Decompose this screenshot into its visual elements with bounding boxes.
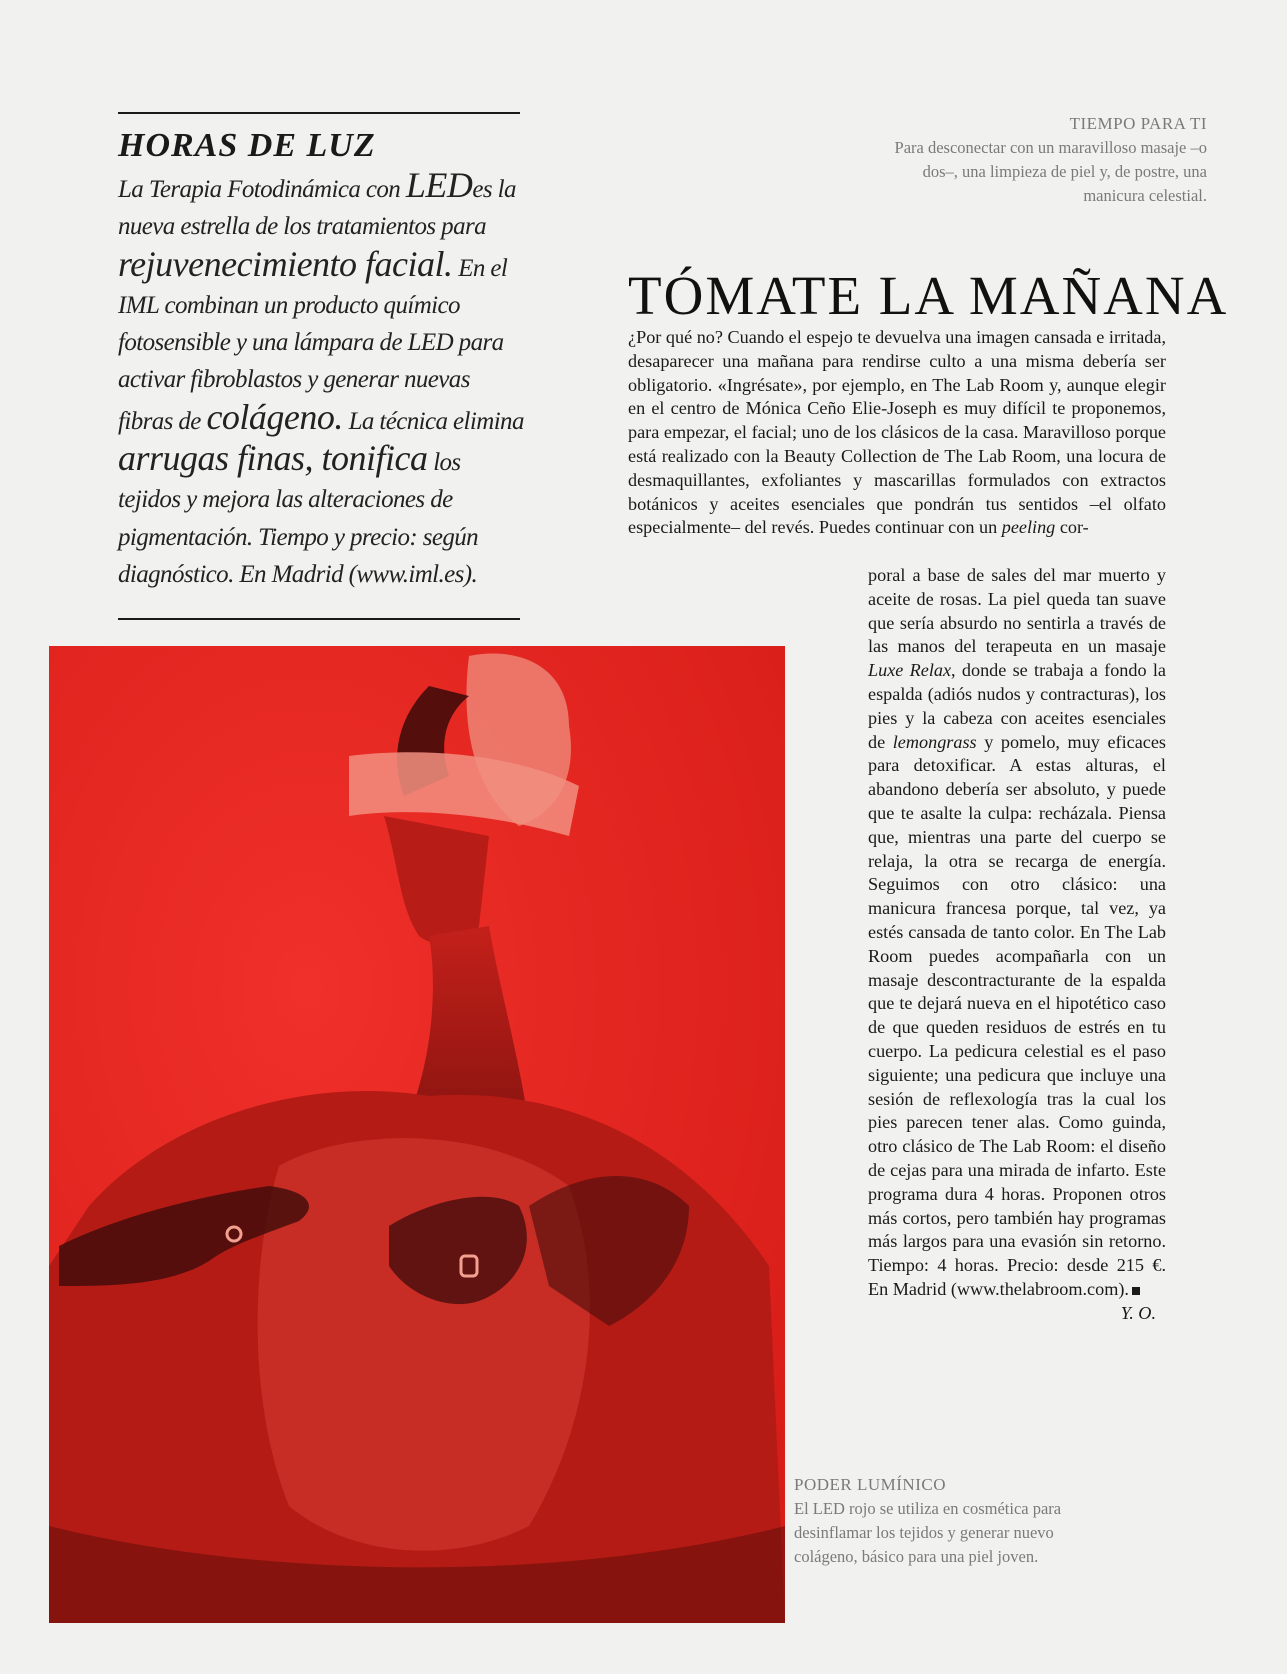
caption-poder-luminico <box>794 1473 1114 1569</box>
sidebar-horas-de-luz <box>118 125 528 593</box>
caption-bottom-heading: PODER LUMÍNICO <box>794 1475 946 1494</box>
caption-top-heading: TIEMPO PARA TI <box>1069 114 1207 133</box>
sidebar-top-rule <box>118 112 520 114</box>
article-headline: TÓMATE LA MAÑANA <box>628 265 1229 326</box>
sidebar-body <box>118 167 528 593</box>
caption-top-text: Para desconectar con un maravilloso masaje –o dos–, una limpieza de piel y, de postre, una manicura celestial. <box>894 138 1207 205</box>
article-body-a: ¿Por qué no? Cuando el espejo te devuelva una imagen cansada e irritada, desaparecer una mañana para rendirse culto a una misma debería ser obligatorio. «Ingrésate», por ejemplo, en The Lab Room y, aunque elegir en el centro de Mónica Ceño Elie-Joseph es muy difícil te proponemos, para empezar, el facial; uno de los clásicos de la casa. Maravilloso porque está realizado con la Beauty Collection de The Lab Room, una locura de desmaquillantes, exfoliantes y mascarillas formulados con extractos botánicos y aceites esenciales que pondrán tus sentidos –el olfato especialmente– del revés. Puedes continuar con un <box>628 327 1166 538</box>
caption-tiempo-para-ti <box>887 112 1207 208</box>
article-em-lemongrass: lemongrass <box>892 731 977 752</box>
sidebar-text-2: es la nueva estrella de los tratamientos para <box>118 176 516 241</box>
caption-bottom-text: El LED rojo se utiliza en cosmética para desinflamar los tejidos y generar nuevo colágeno, básico para una piel joven. <box>794 1499 1062 1566</box>
hero-photo-red <box>49 646 785 1623</box>
article-body-wide <box>628 326 1166 540</box>
sidebar-highlight-colageno: colágeno. <box>206 396 343 437</box>
article-body-b3: y pomelo, muy eficaces para detoxificar. A estas alturas, el abandono debería ser absoluto, y puede que te asalte la culpa: recházala. Piensa que, mientras una parte del cuerpo se relaja, la otra se recarga de energía. Seguimos con otro clásico: una manicura francesa porque, tal vez, ya estés cansada de tanto color. En The Lab Room puedes acompañarla con un masaje descontracturante de la espalda que te dejará nueva en el hipotético caso de que queden residuos de estrés en tu cuerpo. La pedicura celestial es el paso siguiente; una pedicura que incluye una sesión de reflexología tras la cual los pies parecen tener alas. Como guinda, otro clásico de The Lab Room: el diseño de cejas para una mirada de infarto. Este programa dura 4 horas. Proponen otros más cortos, pero también hay programas más largos para una evasión sin retorno. Tiempo: 4 horas. Precio: desde 215 €. En Madrid (www.thelabroom.com). <box>868 731 1166 1299</box>
article-em-luxe-relax: Luxe Relax <box>868 660 952 681</box>
article-body-b1: poral a base de sales del mar muerto y aceite de rosas. La piel queda tan suave que sería absurdo no sentirla a través de las manos del terapeuta en un masaje <box>868 565 1166 657</box>
sidebar-text-3: En el IML combinan un producto químico fotosensible y una lámpara de LED para activar fibroblastos y generar nuevas fibras de <box>118 254 508 435</box>
article-em-peeling: peeling <box>1001 517 1056 538</box>
sidebar-text-1: La Terapia Fotodinámica con <box>118 176 401 203</box>
sidebar-highlight-rejuvenecimiento: rejuvenecimiento facial. <box>118 243 453 284</box>
article-body-a2: cor- <box>1059 517 1089 538</box>
article-body-narrow <box>868 564 1166 1326</box>
sidebar-title: HORAS DE LUZ <box>118 127 376 164</box>
sidebar-highlight-led: LED <box>405 165 473 205</box>
sidebar-text-5: los tejidos y mejora las alteraciones de pigmentación. Tiempo y precio: según diagnóstico. En Madrid (www.iml.es). <box>118 449 479 588</box>
end-mark-icon <box>1132 1287 1140 1295</box>
sidebar-highlight-arrugas: arrugas finas, tonifica <box>118 438 428 479</box>
article-signature: Y. O. <box>1120 1302 1156 1323</box>
sidebar-bottom-rule <box>118 618 520 620</box>
photo-illustration <box>49 646 785 1623</box>
sidebar-text-4: La técnica elimina <box>348 407 524 435</box>
article-body-b2: , donde se trabaja a fondo la espalda (adiós nudos y contracturas), los pies y la cabeza con aceites esenciales de <box>868 660 1166 752</box>
